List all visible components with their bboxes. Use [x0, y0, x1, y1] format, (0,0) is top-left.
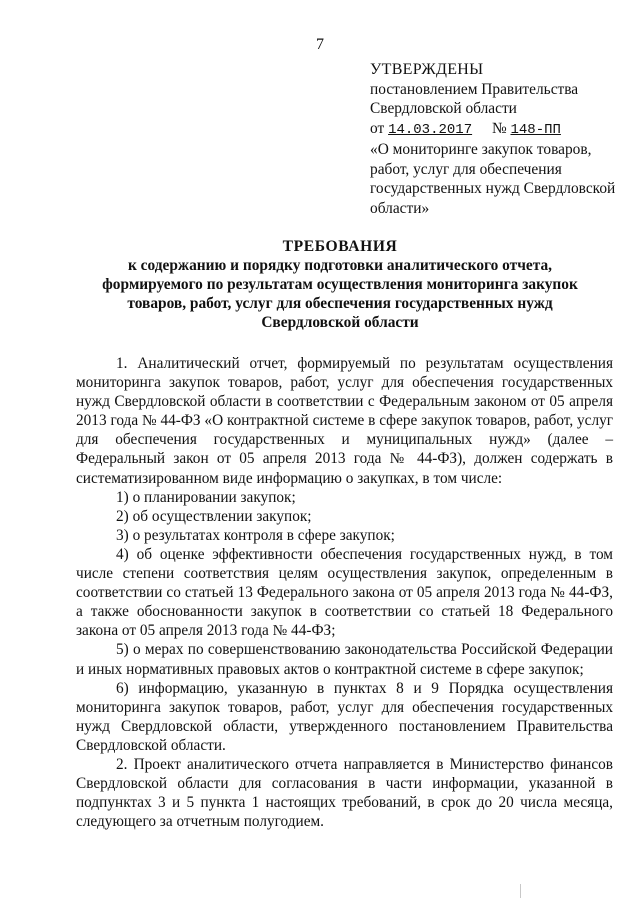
approval-line-6: государственных нужд Свердловской — [370, 180, 616, 197]
paragraph: 4) об оценке эффективности обеспечения государственных нужд, в том числе степени соответствия целям осуществления закупок, определенным в соответствии со статьей 13 Федерального закона от 05 апреля 2013 года № 44-ФЗ, а также обоснованности закупок в соответствии со статьей 18 Федерального закона от 05 апреля 2013 года № 44-ФЗ; — [76, 545, 613, 640]
scan-mark — [520, 884, 521, 898]
approval-date-line — [370, 119, 620, 141]
number-prefix: № — [491, 119, 507, 137]
document-body — [76, 354, 613, 831]
paragraph: 2) об осуществлении закупок; — [116, 507, 312, 525]
paragraph: 6) информацию, указанную в пунктах 8 и 9 Порядка осуществления мониторинга закупок товаров, работ, услуг для обеспечения государственных нужд Свердловской области, утвержденного постановлением Правительства Свердловской области. — [76, 679, 613, 754]
title-line-4: Свердловской области — [261, 314, 419, 331]
paragraph: 5) о мерах по совершенствованию законодательства Российской Федерации и иных нормативных правовых актов о контрактной системе в сфере закупок; — [76, 641, 613, 678]
approval-stamp — [370, 60, 620, 218]
title-heading: ТРЕБОВАНИЯ — [282, 238, 398, 255]
paragraph: 1) о планировании закупок; — [116, 488, 296, 506]
approval-line-4: «О мониторинге закупок товаров, — [370, 141, 592, 158]
approval-line-2: Свердловской области — [370, 100, 517, 117]
page-number: 7 — [316, 36, 324, 53]
date-prefix: от — [370, 119, 385, 137]
approval-heading: УТВЕРЖДЕНЫ — [370, 61, 484, 78]
paragraph: 2. Проект аналитического отчета направляется в Министерство финансов Свердловской области для согласования в части информации, указанной в подпунктах 3 и 5 пункта 1 настоящих требований, в срок до 20 числа месяца, следующего за отчетным полугодием. — [76, 755, 613, 831]
approval-line-7: области» — [370, 199, 430, 217]
approval-date: 14.03.2017 — [388, 121, 473, 138]
paragraph: 3) о результатах контроля в сфере закупок; — [116, 526, 395, 544]
approval-number: 148-ПП — [510, 121, 561, 138]
title-line-3: товаров, работ, услуг для обеспечения государственных нужд — [127, 295, 553, 312]
title-line-2: формируемого по результатам осуществления мониторинга закупок — [102, 276, 578, 293]
approval-line-1: постановлением Правительства — [370, 80, 579, 98]
title-line-1: к содержанию и порядку подготовки аналитического отчета, — [127, 257, 553, 274]
document-title — [70, 237, 610, 332]
approval-line-5: работ, услуг для обеспечения — [370, 160, 562, 178]
paragraph: 1. Аналитический отчет, формируемый по результатам осуществления мониторинга закупок товаров, работ, услуг для обеспечения государственных нужд Свердловской области в соответствии с Федеральным законом от 05 апреля 2013 года № 44-ФЗ «О контрактной системе в сфере закупок товаров, работ, услуг для обеспечения государственных и муниципальных нужд» (далее – Федеральный закон от 05 апреля 2013 года № 44-ФЗ), должен содержать в систематизированном виде информацию о закупках, в том числе: — [76, 355, 613, 487]
